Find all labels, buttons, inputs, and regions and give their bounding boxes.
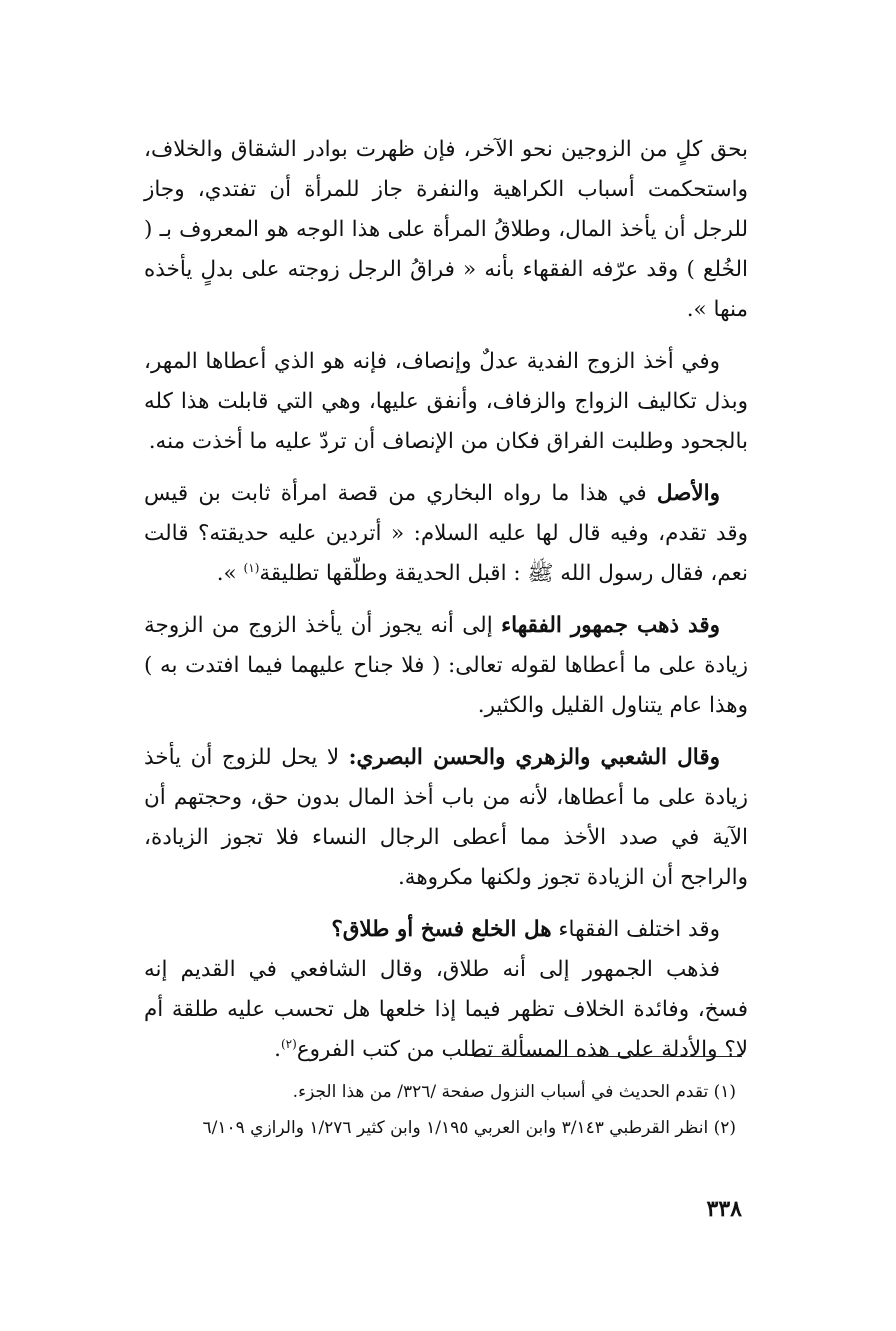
paragraph-text: فذهب الجمهور إلى أنه طلاق، وقال الشافعي في القديم إنه فسخ، وفائدة الخلاف تظهر فيما إذا خلعها هل تحسب عليه طلقة أم لا؟ والأدلة على هذه المسألة تطلب من كتب الفروع <box>144 957 748 1062</box>
paragraph-2 <box>144 342 748 462</box>
paragraph-text: وفي أخذ الزوج الفدية عدلٌ وإنصاف، فإنه هو الذي أعطاها المهر، وبذل تكاليف الزواج والزفاف، وأنفق عليها، وهي التي قابلت هذا كله بالجحود وطلبت الفراق فكان من الإنصاف أن تردّ عليه ما أخذت منه. <box>144 349 748 454</box>
paragraph-text: بحق كلٍ من الزوجين نحو الآخر، فإن ظهرت بوادر الشقاق والخلاف، واستحكمت أسباب الكراهية والنفرة جاز للمرأة أن تفتدي، وجاز للرجل أن يأخذ المال، وطلاقُ المرأة على هذا الوجه هو المعروف بـ ( الخُلع ) وقد عرّفه الفقهاء بأنه « فراقُ الرجل زوجته على بدلٍ يأخذه منها ». <box>144 137 748 322</box>
footnote-ref-1: (١) <box>243 560 260 575</box>
footnote-1: (١) تقدم الحديث في أسباب النزول صفحة /٣٢٦/ من هذا الجزء. <box>292 1082 736 1102</box>
page-number: ٣٣٨ <box>706 1196 742 1222</box>
footnote-2: (٢) انظر القرطبي ٣/١٤٣ وابن العربي ١/١٩٥ وابن كثير ١/٢٧٦ والرازي ٦/١٠٩ <box>202 1118 736 1138</box>
paragraph-1 <box>144 130 748 330</box>
question-heading: هل الخلع فسخ أو طلاق؟ <box>331 917 552 942</box>
body-text <box>144 130 748 1082</box>
paragraph-text: وقد اختلف الفقهاء <box>551 917 720 942</box>
paragraph-lead: وقد ذهب جمهور الفقهاء <box>501 613 720 638</box>
paragraph-6 <box>144 910 748 950</box>
footnote-ref-2: (٢) <box>280 1036 297 1051</box>
paragraph-text: في هذا ما رواه البخاري من قصة امرأة ثابت بن قيس وقد تقدم، وفيه قال لها عليه السلام: « أتردين عليه حديقته؟ قالت نعم، فقال رسول الله ﷺ : اقبل الحديقة وطلّقها تطليقة <box>144 481 748 586</box>
footnote-divider <box>474 1056 742 1057</box>
paragraph-3 <box>144 474 748 594</box>
paragraph-text: لا يحل للزوج أن يأخذ زيادة على ما أعطاها، لأنه من باب أخذ المال بدون حق، وحجتهم أن الآية في صدد الأخذ مما أعطى الرجال النساء فلا تجوز الزيادة، والراجح أن الزيادة تجوز ولكنها مكروهة. <box>144 745 748 890</box>
paragraph-4 <box>144 606 748 726</box>
paragraph-lead: والأصل <box>656 481 720 506</box>
paragraph-tail: ». <box>216 561 244 586</box>
paragraph-tail: . <box>274 1037 281 1062</box>
footnotes <box>146 1074 736 1146</box>
paragraph-5 <box>144 738 748 898</box>
paragraph-lead: وقال الشعبي والزهري والحسن البصري: <box>348 745 720 770</box>
paragraph-text: إلى أنه يجوز أن يأخذ الزوج من الزوجة زيادة على ما أعطاها لقوله تعالى: ( فلا جناح عليهما فيما افتدت به ) وهذا عام يتناول القليل والكثير. <box>144 613 748 718</box>
paragraph-7 <box>144 950 748 1070</box>
